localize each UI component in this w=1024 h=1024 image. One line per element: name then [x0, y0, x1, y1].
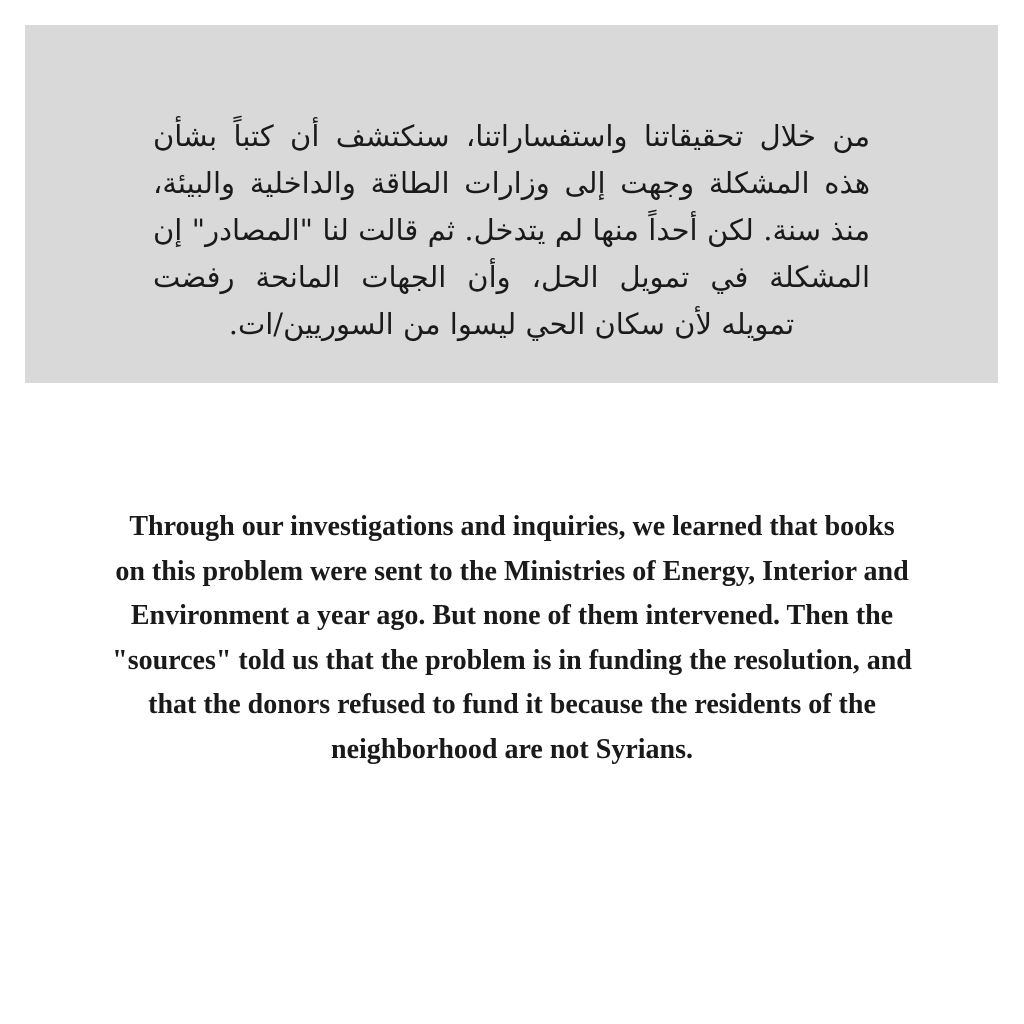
arabic-quote-box	[25, 25, 998, 383]
english-paragraph: Through our investigations and inquiries, we learned that books on this problem were sent to the Ministries of Energy, Interior and Environment a year ago. But none of them intervened. Then the "sources" told us that the problem is in funding the resolution, and that the donors refused to fund it because the residents of the neighborhood are not Syrians.	[112, 511, 912, 765]
arabic-paragraph: من خلال تحقيقاتنا واستفساراتنا، سنكتشف أن كتباً بشأن هذه المشكلة وجهت إلى وزارات الطاقة والداخلية والبيئة، منذ سنة. لكن أحداً منها لم يتدخل. ثم قالت لنا "المصادر" إن المشكلة في تمويل الحل، وأن الجهات المانحة رفضت تمويله لأن سكان الحي ليسوا من السوريين/ات.	[153, 119, 870, 341]
